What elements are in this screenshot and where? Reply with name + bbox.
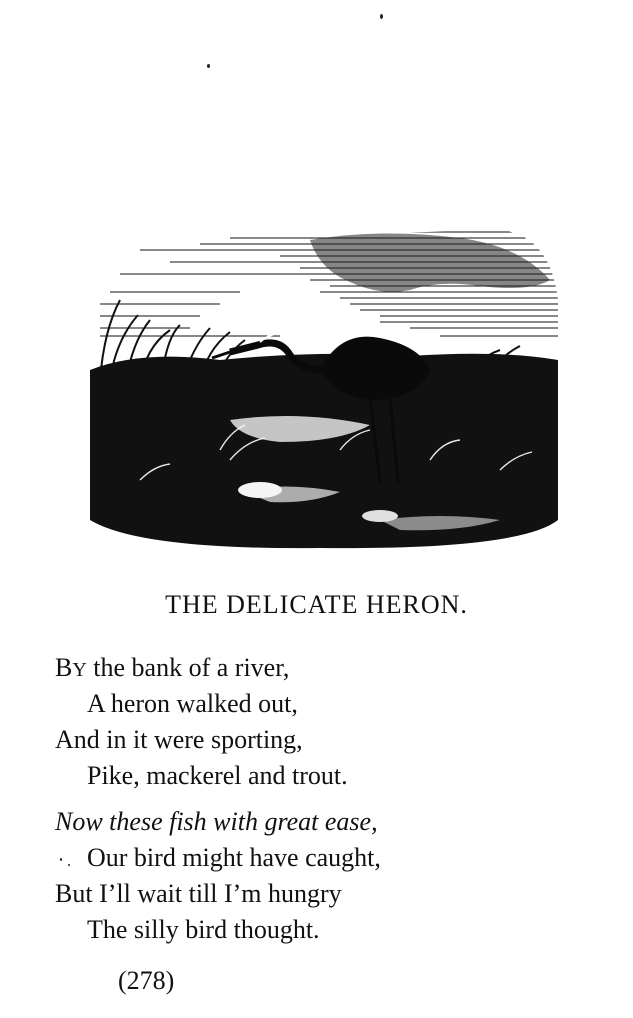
stone <box>362 510 398 522</box>
ink-speck <box>380 14 383 19</box>
poem-line: Pike, mackerel and trout. <box>87 761 348 790</box>
ink-speck <box>207 64 210 68</box>
page-number: (278) <box>118 966 175 995</box>
poem-line: And in it were sporting, <box>55 725 303 754</box>
cloud-mass <box>310 233 550 291</box>
poem-line: But I’ll wait till I’m hungry <box>55 879 342 908</box>
poem-line: Now these fish with great ease, <box>55 807 378 836</box>
poem-line: A heron walked out, <box>87 689 298 718</box>
drop-letter: B <box>55 653 73 682</box>
stanza-break <box>55 794 615 804</box>
heron-illustration <box>80 220 562 558</box>
stone <box>238 482 282 498</box>
poem-body <box>55 650 615 948</box>
poem-title: THE DELICATE HERON. <box>165 590 468 619</box>
poem-line: The silly bird thought. <box>87 915 320 944</box>
poem-line: Our bird might have caught, <box>87 843 381 872</box>
line-text: the bank of a river, <box>86 653 290 682</box>
small-caps-letter: Y <box>72 659 87 681</box>
poem-line <box>55 650 615 686</box>
